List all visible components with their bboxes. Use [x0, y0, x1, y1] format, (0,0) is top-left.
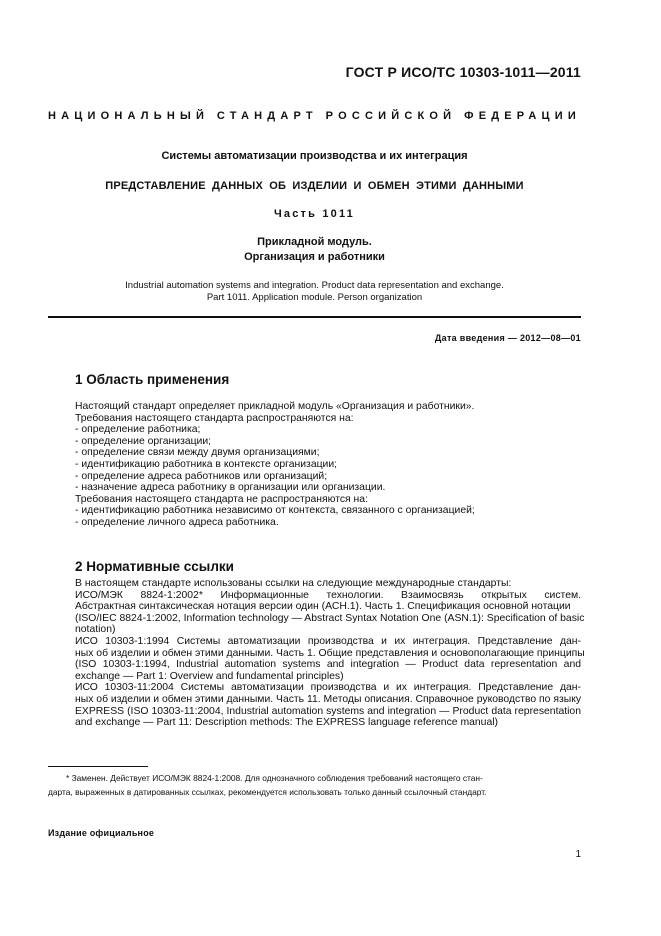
list-item: - идентификацию работника в контексте организации;	[75, 458, 338, 470]
banner-word: РОССИЙСКОЙ	[325, 110, 457, 122]
footnote-divider	[48, 766, 148, 767]
english-title-line-2: Part 1011. Application module. Person organization	[206, 292, 423, 303]
text-line: В настоящем стандарте использованы ссылки на следующие международные стандарты:	[75, 578, 512, 589]
text-line: (ISO 10303-1:1994, Industrial automation systems and integration — Product data representation and	[75, 659, 581, 671]
banner-word: НАЦИОНАЛЬНЫЙ	[48, 110, 210, 122]
text-line: exchange — Part 1: Overview and fundamental principles)	[75, 670, 344, 682]
section-1-heading: 1 Область применения	[75, 372, 230, 387]
text-line: ИСО 10303-1:1994 Системы автоматизации производства и их интеграция. Представление дан-	[75, 635, 581, 647]
text-line: ИСО 10303-11:2004 Системы автоматизации производства и их интеграция. Представление дан-	[75, 682, 581, 694]
footnote-line: дарта, выраженных в датированных ссылках, рекомендуется использовать только данный ссылочный стандарт.	[48, 787, 487, 797]
list-item: - определение личного адреса работника.	[75, 516, 279, 528]
text-line: Требования настоящего стандарта распространяются на:	[75, 412, 354, 424]
introduction-date: Дата введения — 2012—08—01	[434, 333, 581, 343]
footnote	[48, 771, 581, 799]
text-line: and exchange — Part 11: Description methods: The EXPRESS language reference manual)	[75, 717, 498, 729]
english-title-line-1: Industrial automation systems and integration. Product data representation and exchange.	[125, 280, 504, 291]
official-edition-label: Издание официальное	[48, 828, 155, 838]
section-1-body	[75, 401, 581, 529]
list-item: - назначение адреса работнику в организации или организации.	[75, 482, 386, 494]
national-standard-banner	[48, 110, 581, 122]
main-title: ПРЕДСТАВЛЕНИЕ ДАННЫХ ОБ ИЗДЕЛИИ И ОБМЕН ЭТИМИ ДАННЫМИ	[105, 180, 524, 192]
text-line: EXPRESS (ISO 10303-11:2004, Industrial automation systems and integration — Product data representation	[75, 705, 581, 717]
text-line: (ISO/IEC 8824-1:2002, Information technology — Abstract Syntax Notation One (ASN.1): Specification of basic	[75, 612, 585, 624]
page-number: 1	[575, 849, 581, 860]
subtitle-line-1: Прикладной модуль.	[257, 236, 372, 248]
list-item: - идентификацию работника независимо от контекста, связанного с организацией;	[75, 505, 475, 517]
text-line: Абстрактная синтаксическая нотация версии один (АСН.1). Часть 1. Спецификация основной нотации	[75, 601, 571, 613]
banner-word: СТАНДАРТ	[216, 110, 318, 122]
section-2-body	[75, 578, 585, 729]
list-item: - определение связи между двумя организациями;	[75, 447, 320, 459]
section-2-heading: 2 Нормативные ссылки	[75, 559, 234, 574]
text-line: ИСО/МЭК 8824-1:2002* Информационные технологии. Взаимосвязь открытых систем.	[75, 589, 581, 601]
text-line: ных об изделии и обмен этими данными. Часть 11. Методы описания. Справочное руководство по языку	[75, 693, 582, 705]
title-divider	[48, 316, 581, 318]
series-title: Системы автоматизации производства и их интеграция	[161, 150, 468, 162]
footnote-line: * Заменен. Действует ИСО/МЭК 8824-1:2008. Для однозначного соблюдения требований настоящего стан-	[66, 773, 483, 783]
list-item: - определение организации;	[75, 435, 212, 447]
part-number: Часть 1011	[273, 208, 356, 220]
list-item: - определение адреса работников или организаций;	[75, 470, 328, 482]
banner-word: ФЕДЕРАЦИИ	[464, 110, 581, 122]
subtitle-line-2: Организация и работники	[244, 251, 385, 263]
list-item: - определение работника;	[75, 424, 201, 436]
text-line: notation)	[75, 624, 116, 636]
text-line: Настоящий стандарт определяет прикладной модуль «Организация и работники».	[75, 401, 475, 412]
text-line: Требования настоящего стандарта не распространяются на:	[75, 493, 368, 505]
text-line: ных об изделии и обмен этими данными. Часть 1. Общие представления и основополагающие принципы	[75, 647, 585, 659]
document-code: ГОСТ Р ИСО/ТС 10303-1011—2011	[345, 64, 581, 80]
